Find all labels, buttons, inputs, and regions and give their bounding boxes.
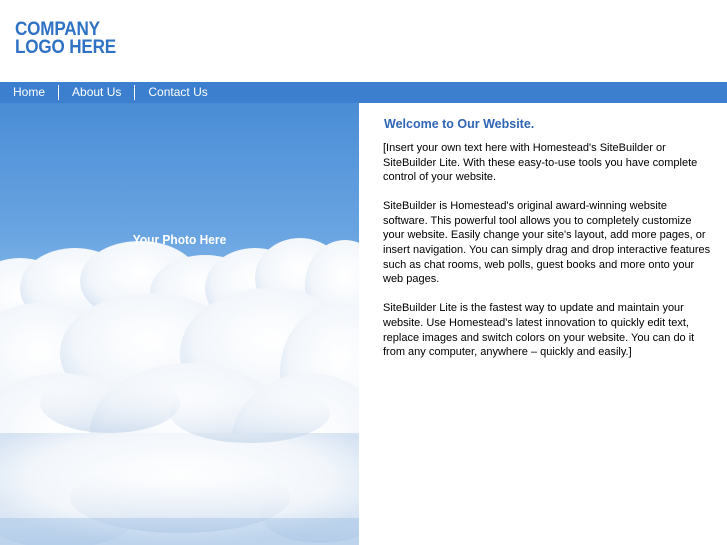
nav-home-link[interactable]: Home: [13, 85, 46, 99]
logo-line-1: COMPANY: [15, 19, 100, 40]
page-title: Welcome to Our Website.: [384, 117, 535, 131]
main-content: [383, 117, 713, 374]
sitebuilder-lite-paragraph: SiteBuilder Lite is the fastest way to update and maintain your website. Use Homestead's latest innovation to quickly edit text, replace images and switch colors on your website. You can do it from any computer, anywhere – quickly and easily.]: [383, 302, 695, 359]
nav-contact-link[interactable]: Contact Us: [148, 85, 208, 99]
nav-bar: [0, 82, 727, 103]
intro-paragraph: [Insert your own text here with Homestead's SiteBuilder or SiteBuilder Lite. With these easy-to-use tools you have complete control of your website.: [383, 142, 698, 184]
nav-about-link[interactable]: About Us: [72, 85, 122, 99]
photo-placeholder: [0, 103, 359, 545]
header: [0, 0, 727, 82]
sitebuilder-paragraph: SiteBuilder is Homestead's original award-winning website software. This powerful tool allows you to completely customize your website. Easily change your site's layout, add more pages, or insert navigation. You can simply drag and drop interactive features such as chat rooms, web polls, guest books and more onto your web pages.: [383, 200, 711, 286]
company-logo[interactable]: [15, 21, 116, 57]
logo-line-2: LOGO HERE: [15, 37, 116, 58]
photo-label: Your Photo Here: [132, 232, 227, 247]
clouds-image: [0, 103, 359, 545]
